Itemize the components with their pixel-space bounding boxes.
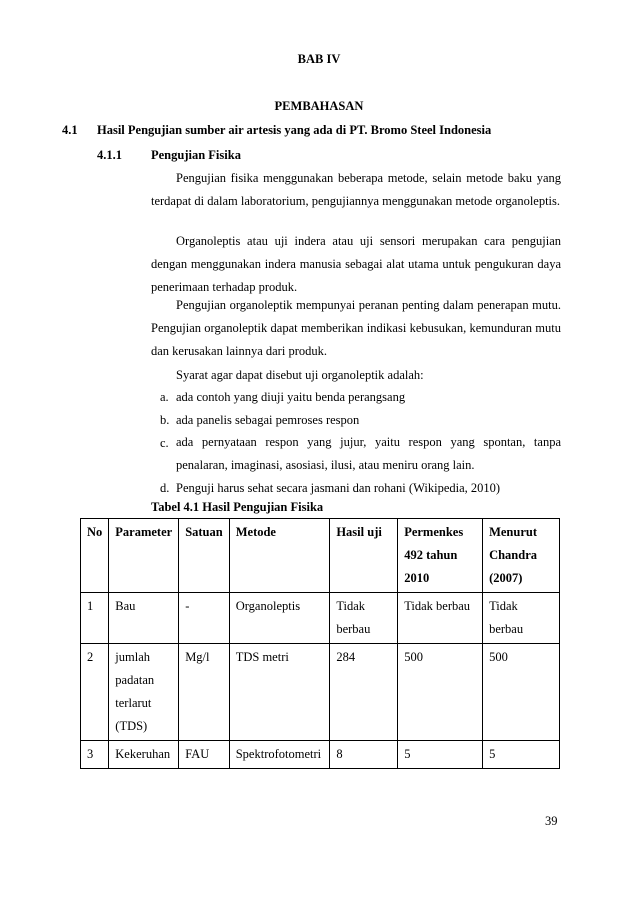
list-marker: d.: [160, 481, 170, 495]
table-cell: 500: [398, 644, 483, 741]
paragraph: Syarat agar dapat disebut uji organoleptik adalah:: [176, 368, 424, 382]
subsection-number: 4.1.1: [97, 148, 122, 162]
header-cell: Satuan: [179, 519, 230, 593]
paragraph: Organoleptis atau uji indera atau uji sensori merupakan cara pengujian dengan menggunakan indera manusia sebagai alat utama untuk pengukuran daya penerimaan terhadap produk.: [151, 234, 561, 294]
header-cell: Parameter: [109, 519, 179, 593]
list-item: Penguji harus sehat secara jasmani dan rohani (Wikipedia, 2010): [176, 481, 501, 495]
table-cell: Kekeruhan: [109, 741, 179, 769]
subsection-title: Pengujian Fisika: [151, 148, 241, 162]
table-cell: TDS metri: [229, 644, 330, 741]
list-marker: a.: [160, 390, 169, 404]
list-item: ada pernyataan respon yang jujur, yaitu respon yang spontan, tanpa penalaran, imaginasi, asosiasi, ilusi, atau meniru orang lain.: [176, 435, 561, 472]
table-cell: FAU: [179, 741, 230, 769]
table-cell: 2: [81, 644, 109, 741]
list-marker: b.: [160, 413, 170, 427]
header-cell: Permenkes 492 tahun 2010: [398, 519, 483, 593]
table-cell: Bau: [109, 593, 179, 644]
list-item: ada contoh yang diuji yaitu benda perangsang: [176, 390, 406, 404]
header-cell: Menurut Chandra (2007): [483, 519, 560, 593]
section-title: Hasil Pengujian sumber air artesis yang ada di PT. Bromo Steel Indonesia: [97, 123, 492, 137]
table-cell: Tidak berbau: [330, 593, 398, 644]
table-cell: Spektrofotometri: [229, 741, 330, 769]
table-row: [81, 644, 560, 741]
header-cell: No: [81, 519, 109, 593]
table-cell: -: [179, 593, 230, 644]
section-number: 4.1: [62, 123, 78, 137]
table-caption: Tabel 4.1 Hasil Pengujian Fisika: [151, 500, 324, 514]
header-cell: Metode: [229, 519, 330, 593]
table-row: [81, 593, 560, 644]
paragraph: Pengujian organoleptik mempunyai peranan penting dalam penerapan mutu. Pengujian organoleptik dapat memberikan indikasi kebusukan, kemunduran mutu dan kerusakan lainnya dari produk.: [151, 298, 561, 358]
table-cell: 8: [330, 741, 398, 769]
paragraph: Pengujian fisika menggunakan beberapa metode, selain metode baku yang terdapat di dalam laboratorium, pengujiannya menggunakan metode organoleptis.: [151, 171, 561, 208]
list-marker: c.: [160, 436, 169, 450]
table-cell: 5: [398, 741, 483, 769]
table-cell: Mg/l: [179, 644, 230, 741]
table-cell: 284: [330, 644, 398, 741]
table-header-row: [81, 519, 560, 593]
chapter-label: BAB IV: [297, 52, 341, 66]
table-cell: 5: [483, 741, 560, 769]
table-cell: Tidak berbau: [483, 593, 560, 644]
chapter-title: PEMBAHASAN: [274, 99, 364, 113]
table-cell: Organoleptis: [229, 593, 330, 644]
table-cell: 3: [81, 741, 109, 769]
header-cell: Hasil uji: [330, 519, 398, 593]
list-item: ada panelis sebagai pemroses respon: [176, 413, 360, 427]
table-cell: jumlah padatan terlarut (TDS): [109, 644, 179, 741]
table-cell: 500: [483, 644, 560, 741]
results-table: [80, 518, 560, 769]
table-cell: 1: [81, 593, 109, 644]
page-number: 39: [545, 814, 558, 828]
table-row: [81, 741, 560, 769]
table-cell: Tidak berbau: [398, 593, 483, 644]
